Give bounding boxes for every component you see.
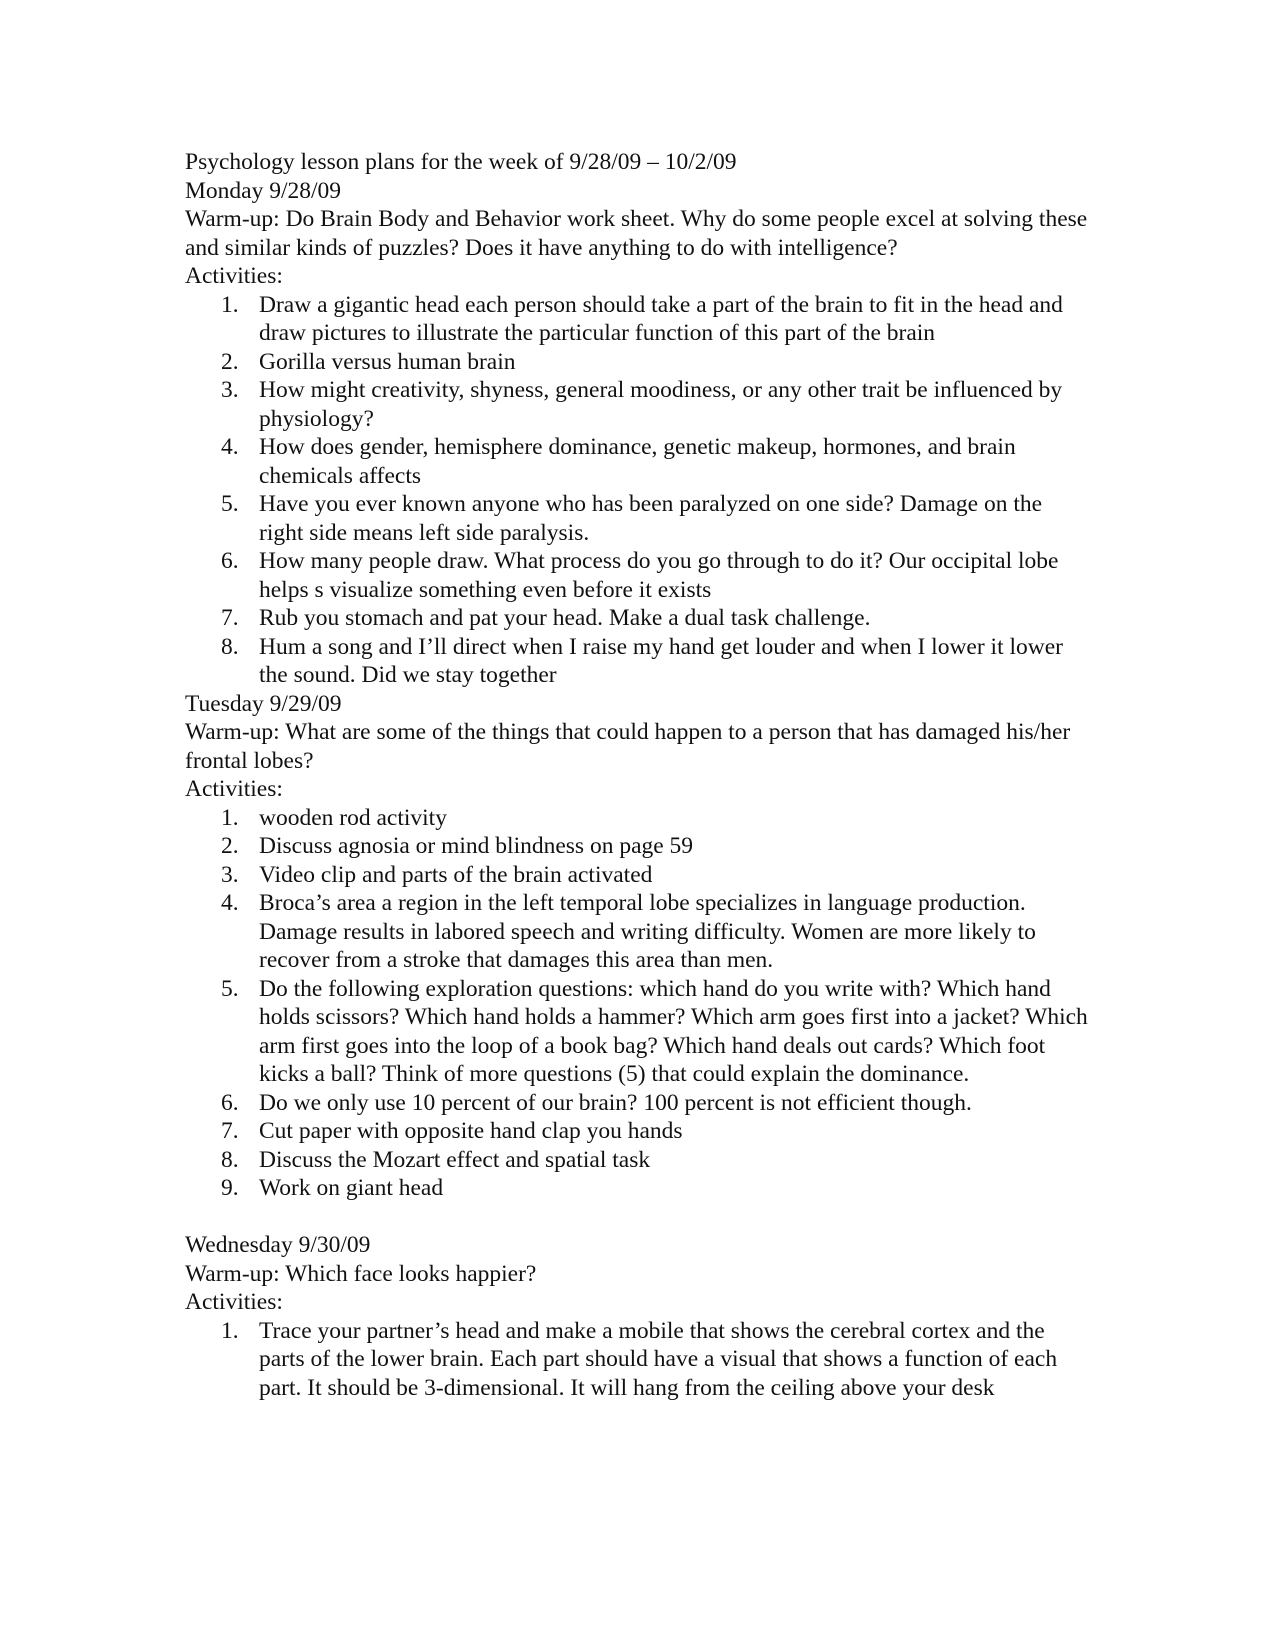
item-number: 3. [221, 861, 239, 888]
day-heading: Wednesday 9/30/09 [185, 1232, 371, 1258]
list-item [185, 1174, 1090, 1203]
item-number: 5. [221, 491, 239, 517]
item-text: Broca’s area a region in the left temporal lobe specializes in language production. Damage results in labored speech and writing difficulty. Women are more likely to recover from a stroke that damages this area than men. [259, 890, 1036, 973]
list-item [185, 348, 1090, 377]
activity-list [185, 1317, 1090, 1403]
item-text: Hum a song and I’ll direct when I raise my hand get louder and when I lower it lower the sound. Did we stay together [259, 633, 1063, 688]
item-text: Video clip and parts of the brain activated [259, 861, 653, 888]
activities-label: Activities: [185, 263, 283, 289]
item-number: 8. [221, 633, 239, 660]
item-text: How might creativity, shyness, general moodiness, or any other trait be influenced by physiology? [259, 377, 1063, 432]
warmup-text: Warm-up: Which face looks happier? [185, 1260, 537, 1287]
day-heading: Tuesday 9/29/09 [185, 690, 342, 717]
list-item [185, 490, 1090, 547]
item-number: 9. [221, 1175, 239, 1201]
item-number: 1. [221, 804, 239, 831]
item-text: Have you ever known anyone who has been paralyzed on one side? Damage on the right side means left side paralysis. [259, 491, 1043, 546]
list-item [185, 861, 1090, 890]
item-text: Gorilla versus human brain [259, 348, 516, 375]
item-text: Trace your partner’s head and make a mobile that shows the cerebral cortex and the parts of the lower brain. Each part should have a visual that shows a function of each part. It should be 3-dimensional. It will hang from the ceiling above your desk [259, 1317, 1058, 1401]
document-title: Psychology lesson plans for the week of 9/28/09 – 10/2/09 [185, 149, 737, 175]
day-monday [185, 177, 1090, 690]
warmup-text: Warm-up: Do Brain Body and Behavior work sheet. Why do some people excel at solving these and similar kinds of puzzles? Does it have anything to do with intelligence? [185, 206, 1088, 261]
item-number: 2. [221, 833, 239, 859]
item-text: How many people draw. What process do you go through to do it? Our occipital lobe helps s visualize something even before it exists [259, 548, 1059, 603]
activities-label: Activities: [185, 776, 283, 802]
document-page [185, 148, 1090, 1402]
item-number: 3. [221, 377, 239, 403]
list-item [185, 1317, 1090, 1403]
item-number: 8. [221, 1146, 239, 1173]
item-number: 6. [221, 548, 239, 574]
item-number: 1. [221, 1317, 239, 1344]
item-number: 4. [221, 434, 239, 460]
list-item [185, 376, 1090, 433]
item-text: Work on giant head [259, 1175, 444, 1201]
item-text: Do we only use 10 percent of our brain? 100 percent is not efficient though. [259, 1089, 972, 1116]
item-number: 7. [221, 605, 239, 631]
item-text: Rub you stomach and pat your head. Make a dual task challenge. [259, 605, 871, 631]
list-item [185, 975, 1090, 1089]
item-text: wooden rod activity [259, 804, 447, 831]
activities-label: Activities: [185, 1289, 283, 1315]
blank-line [185, 1203, 1090, 1232]
item-text: Discuss agnosia or mind blindness on page 59 [259, 833, 694, 859]
list-item [185, 1089, 1090, 1118]
item-number: 7. [221, 1118, 239, 1144]
activity-list [185, 291, 1090, 690]
item-number: 5. [221, 975, 239, 1002]
list-item [185, 633, 1090, 690]
list-item [185, 1117, 1090, 1146]
item-number: 4. [221, 890, 239, 916]
item-text: Cut paper with opposite hand clap you hands [259, 1118, 683, 1144]
list-item [185, 1146, 1090, 1175]
item-number: 1. [221, 291, 239, 318]
day-tuesday [185, 690, 1090, 1203]
list-item [185, 291, 1090, 348]
list-item [185, 547, 1090, 604]
warmup-text: Warm-up: What are some of the things that could happen to a person that has damaged his/her frontal lobes? [185, 719, 1071, 774]
day-heading: Monday 9/28/09 [185, 177, 342, 204]
item-text: How does gender, hemisphere dominance, genetic makeup, hormones, and brain chemicals affects [259, 434, 1016, 489]
list-item [185, 889, 1090, 975]
item-text: Draw a gigantic head each person should take a part of the brain to fit in the head and draw pictures to illustrate the particular function of this part of the brain [259, 291, 1063, 346]
activity-list [185, 804, 1090, 1203]
list-item [185, 804, 1090, 833]
item-text: Do the following exploration questions: which hand do you write with? Which hand holds scissors? Which hand holds a hammer? Which arm goes first into a jacket? Which arm first goes into the loop of a book bag? Which hand deals out cards? Which foot kicks a ball? Think of more questions (5) that could explain the dominance. [259, 975, 1088, 1087]
list-item [185, 433, 1090, 490]
item-number: 6. [221, 1089, 239, 1116]
list-item [185, 604, 1090, 633]
day-wednesday [185, 1231, 1090, 1402]
item-text: Discuss the Mozart effect and spatial task [259, 1146, 651, 1173]
list-item [185, 832, 1090, 861]
item-number: 2. [221, 348, 239, 375]
